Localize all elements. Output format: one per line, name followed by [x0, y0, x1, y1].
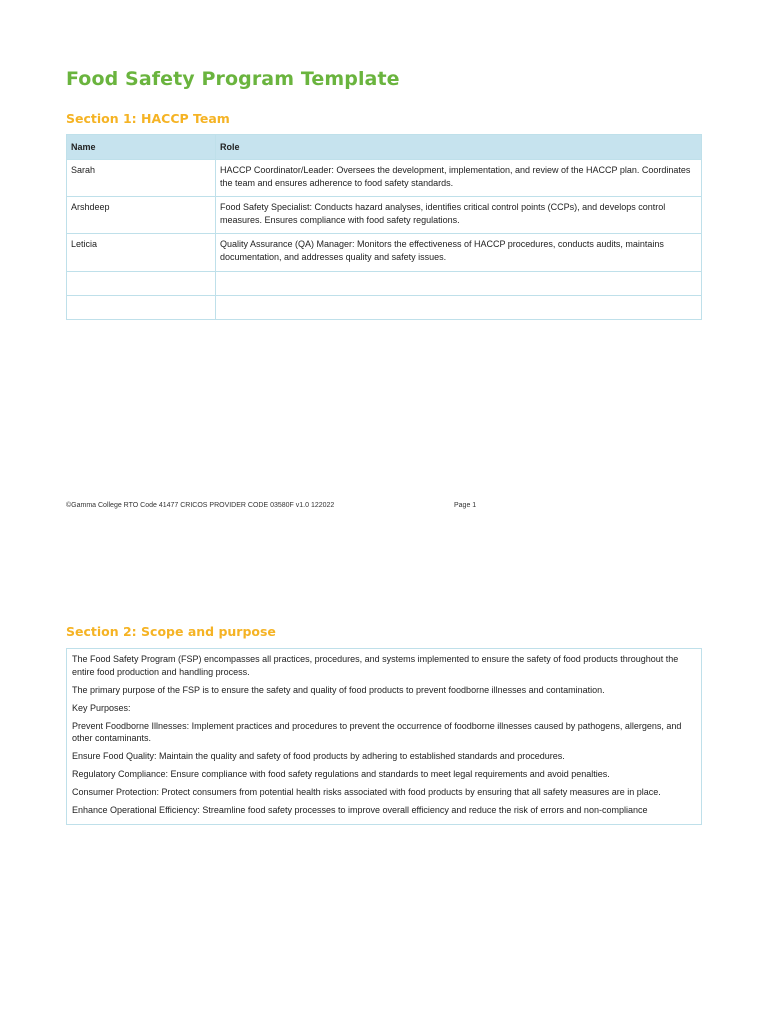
footer-page-number: Page 1	[454, 502, 477, 509]
table-row	[67, 160, 702, 197]
column-header-name: Name	[67, 135, 216, 160]
footer-copyright: ©Gamma College RTO Code 41477 CRICOS PROVIDER CODE 03580F v1.0 122022	[66, 502, 335, 509]
key-purposes-label: Key Purposes:	[72, 702, 131, 713]
name-cell: Arshdeep	[67, 197, 216, 234]
table-row	[67, 234, 702, 272]
purpose-item: Prevent Foodborne Illnesses: Implement practices and procedures to prevent the occurrence of foodborne illnesses caused by pathogens, allergens, and other contaminants.	[72, 720, 682, 743]
table-row-empty	[67, 296, 702, 320]
scope-paragraph: The Food Safety Program (FSP) encompasses all practices, procedures, and systems implemented to ensure the safety of food products throughout the entire food production and handling process.	[72, 654, 679, 677]
purpose-paragraph: The primary purpose of the FSP is to ensure the safety and quality of food products to prevent foodborne illnesses and contamination.	[72, 684, 605, 695]
role-cell	[216, 296, 702, 320]
name-cell	[67, 272, 216, 296]
role-cell: Quality Assurance (QA) Manager: Monitors the effectiveness of HACCP procedures, conducts audits, maintains documentation, and addresses quality and safety issues.	[216, 234, 702, 272]
name-cell	[67, 296, 216, 320]
role-cell: HACCP Coordinator/Leader: Oversees the development, implementation, and review of the HACCP plan. Coordinates the team and ensures adherence to food safety standards.	[216, 160, 702, 197]
column-header-role: Role	[216, 135, 702, 160]
purpose-item: Ensure Food Quality: Maintain the quality and safety of food products by adhering to established standards and procedures.	[72, 751, 565, 761]
haccp-team-table	[66, 134, 702, 320]
scope-purpose-box	[66, 648, 702, 825]
purpose-item: Consumer Protection: Protect consumers from potential health risks associated with food products by ensuring that all safety measures are in place.	[72, 787, 661, 797]
purpose-item: Regulatory Compliance: Ensure compliance with food safety regulations and standards to meet legal requirements and avoid penalties.	[72, 769, 610, 779]
purpose-item: Enhance Operational Efficiency: Streamline food safety processes to improve overall efficiency and reduce the risk of errors and non-compliance	[72, 805, 648, 815]
section-1-heading: Section 1: HACCP Team	[66, 111, 230, 126]
role-cell	[216, 272, 702, 296]
table-header-row	[67, 135, 702, 160]
document-title: Food Safety Program Template	[66, 68, 400, 90]
role-cell: Food Safety Specialist: Conducts hazard analyses, identifies critical control points (CCPs), and develops control measures. Ensures compliance with food safety regulations.	[216, 197, 702, 234]
section-2-heading: Section 2: Scope and purpose	[66, 624, 276, 639]
table-row-empty	[67, 272, 702, 296]
name-cell: Sarah	[67, 160, 216, 197]
name-cell: Leticia	[67, 234, 216, 272]
table-row	[67, 197, 702, 234]
